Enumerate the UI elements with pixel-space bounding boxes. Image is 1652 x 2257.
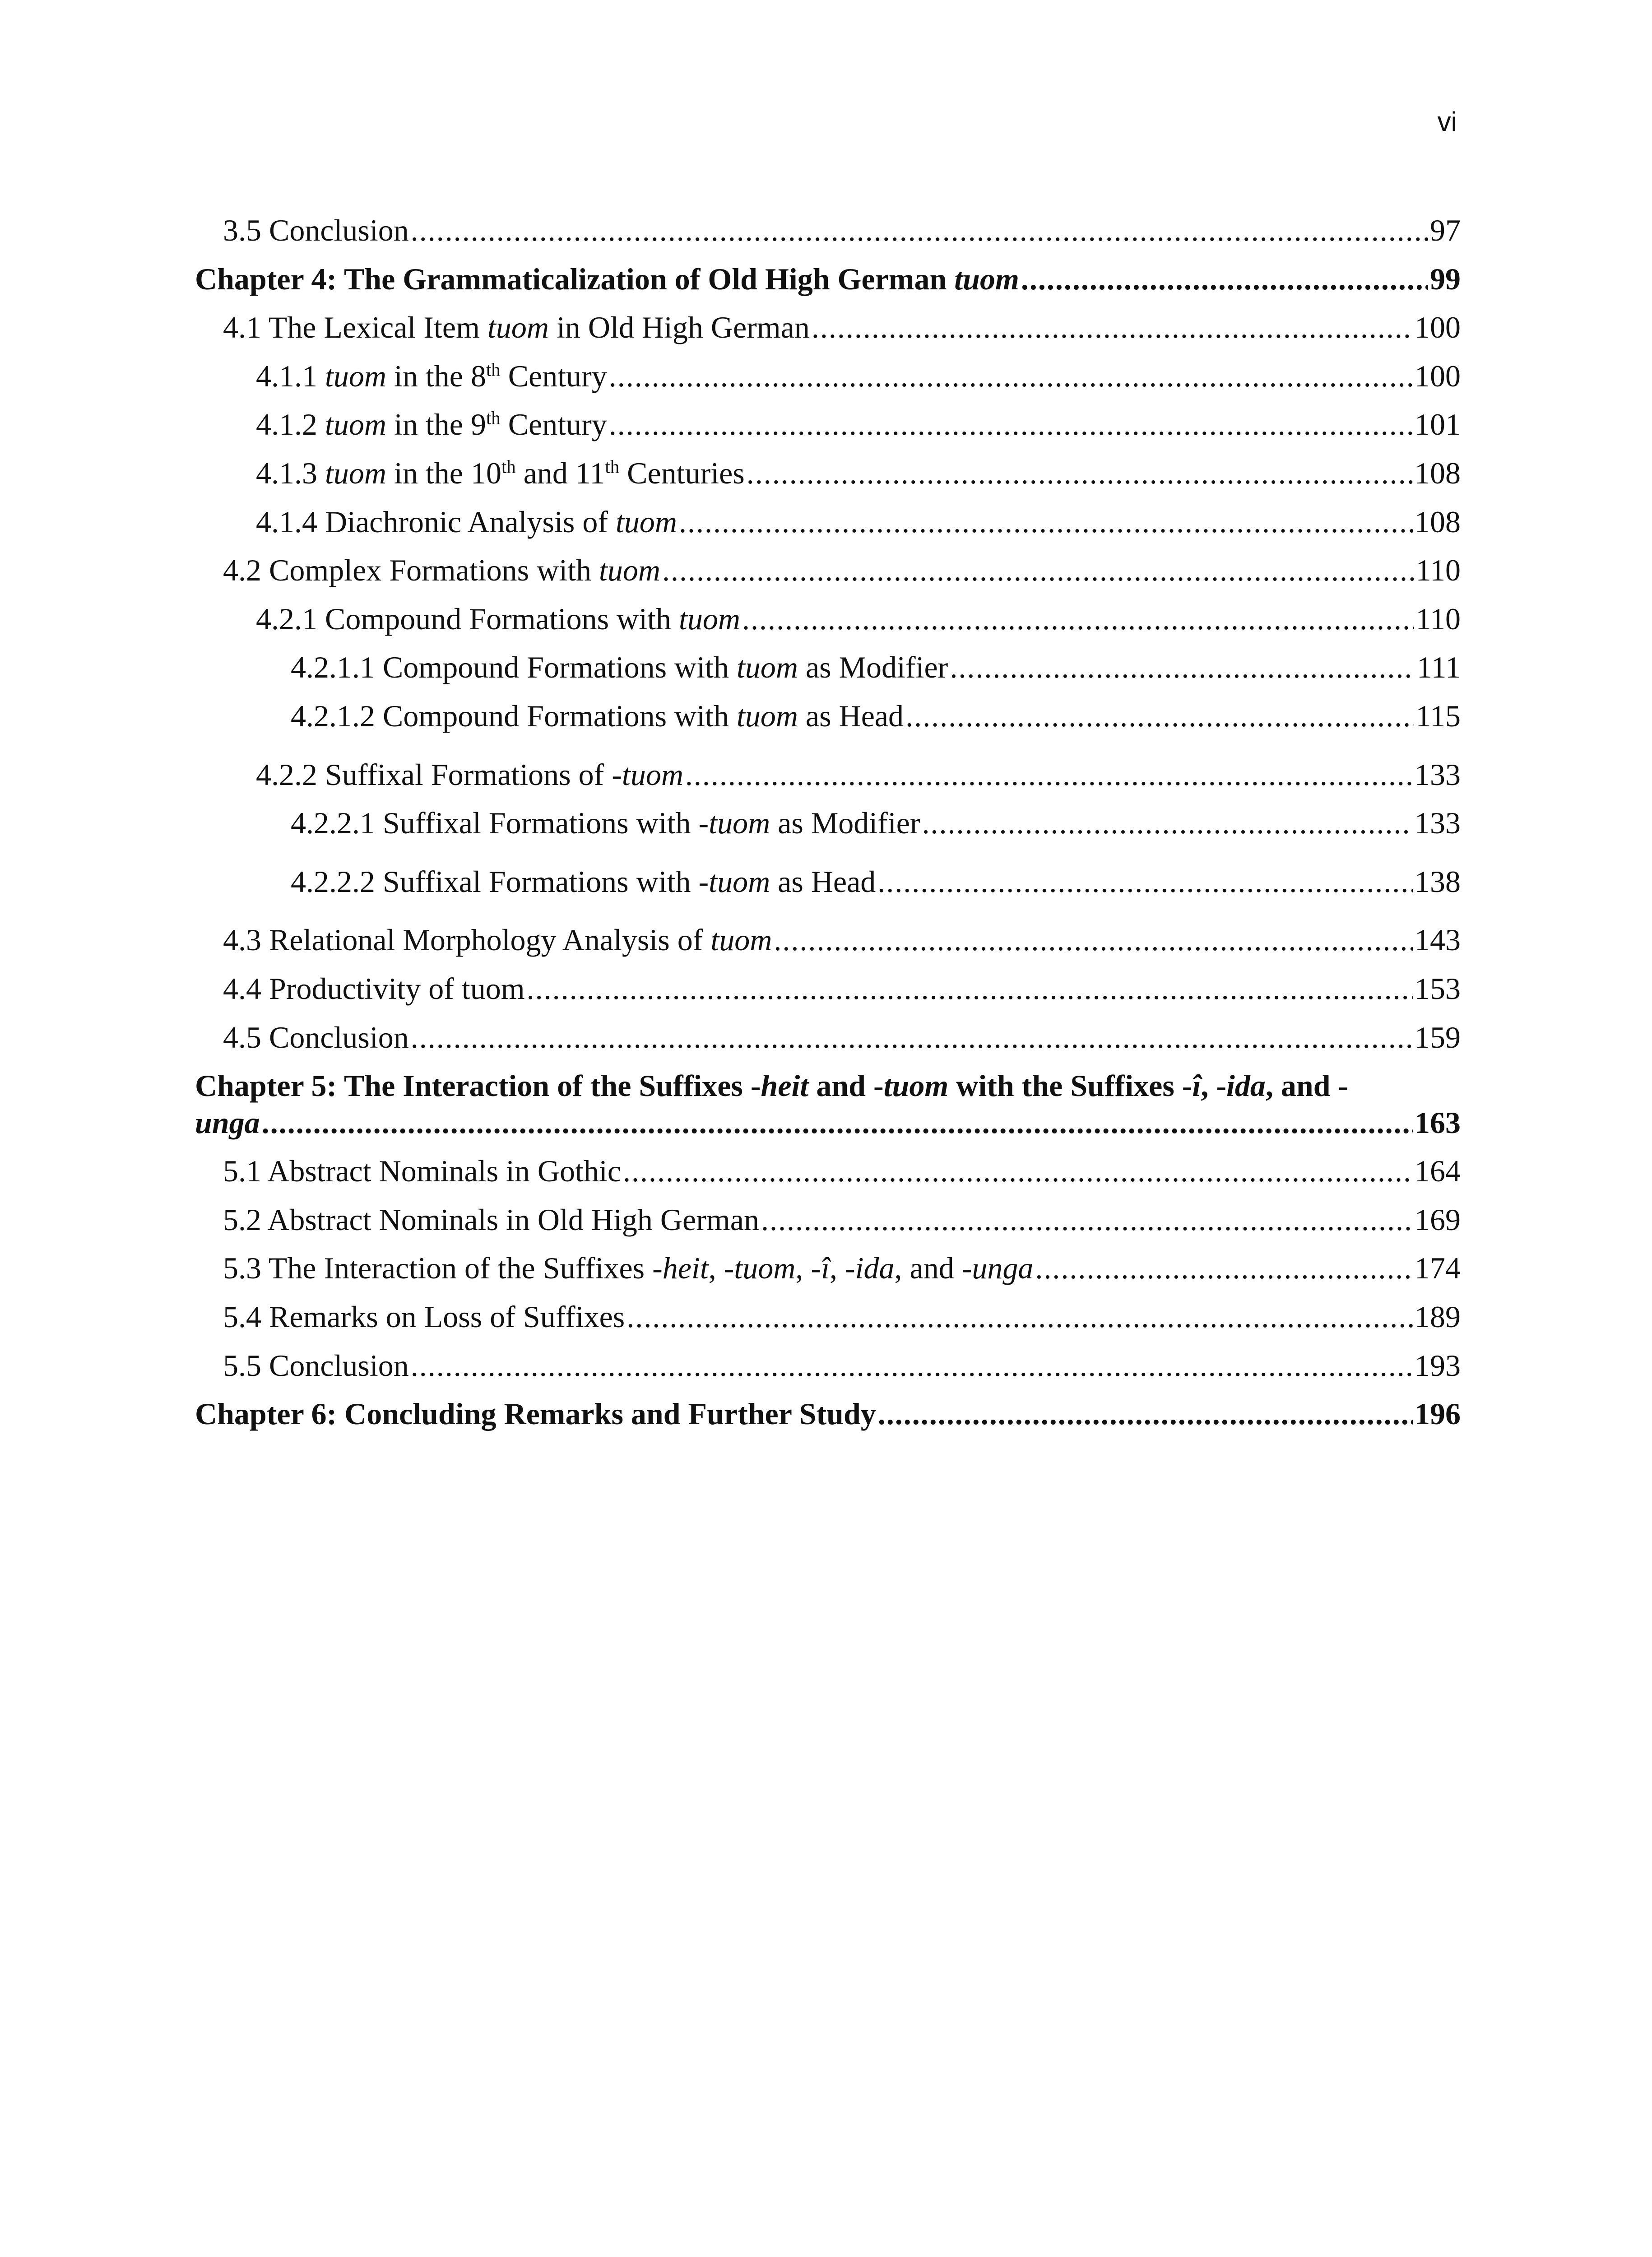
- dot-leader: [878, 1396, 1413, 1433]
- entry-text: 5.1 Abstract Nominals in Gothic: [223, 1154, 622, 1189]
- entry-text: 4.5 Conclusion: [223, 1020, 409, 1054]
- toc-page-number: 193: [1415, 1348, 1461, 1383]
- toc-entry[interactable]: [195, 455, 1461, 492]
- toc-entry-title: [223, 1153, 621, 1190]
- toc-entry[interactable]: [195, 358, 1461, 395]
- toc-entry[interactable]: [195, 504, 1461, 541]
- entry-text: in the 10: [386, 455, 501, 490]
- entry-text: 4.1.2: [256, 407, 325, 442]
- toc-entry[interactable]: [195, 601, 1461, 638]
- italic-term: tuom: [954, 261, 1019, 296]
- toc-entry-title: [256, 406, 607, 443]
- entry-text: 5.2 Abstract Nominals in Old High German: [223, 1202, 759, 1237]
- superscript: th: [605, 456, 620, 477]
- toc-entry[interactable]: [195, 309, 1461, 346]
- italic-term: tuom: [325, 358, 386, 393]
- entry-text: 5.3 The Interaction of the Suffixes -: [223, 1251, 663, 1286]
- toc-page-number: 143: [1415, 923, 1461, 957]
- entry-text: 4.1.3: [256, 455, 325, 490]
- entry-text: , and -: [1265, 1068, 1349, 1103]
- entry-text: 4.2.1.1 Compound Formations with: [291, 650, 737, 685]
- dot-leader: [527, 971, 1413, 1008]
- toc-page-number: 115: [1415, 698, 1461, 733]
- toc-entry-title: [256, 358, 607, 395]
- dot-leader: [685, 757, 1413, 794]
- entry-text: , and -: [894, 1251, 972, 1286]
- toc-entry[interactable]: [195, 1396, 1461, 1433]
- toc-page-number: 163: [1415, 1105, 1461, 1140]
- italic-term: heit: [761, 1068, 809, 1103]
- italic-term: tuom: [487, 310, 549, 345]
- toc-page-number: 99: [1430, 261, 1461, 296]
- entry-text: Century: [500, 358, 607, 393]
- toc-page-number: 159: [1415, 1020, 1461, 1054]
- toc-entry-title: [223, 922, 772, 959]
- toc-entry-title: [223, 1347, 409, 1384]
- toc-entry-title: [291, 649, 948, 686]
- italic-term: tuom: [736, 650, 798, 685]
- italic-term: tuom: [734, 1251, 796, 1286]
- dot-leader: [411, 1019, 1413, 1056]
- italic-term: tuom: [599, 553, 660, 588]
- toc-entry[interactable]: [195, 406, 1461, 443]
- dot-leader: [877, 864, 1413, 901]
- entry-text: as Modifier: [798, 650, 948, 685]
- italic-term: heit: [662, 1251, 709, 1286]
- toc-entry[interactable]: [195, 212, 1461, 249]
- toc-entry-title: [195, 1396, 876, 1433]
- toc-page-number: 174: [1415, 1251, 1461, 1286]
- toc-entry-title: [256, 504, 677, 541]
- toc-entry-title: [256, 601, 740, 638]
- italic-term: tuom: [883, 1068, 949, 1103]
- toc-page-number: 196: [1415, 1397, 1461, 1431]
- entry-text: Chapter 5: The Interaction of the Suffixes -: [195, 1068, 761, 1103]
- dot-leader: [411, 212, 1428, 249]
- entry-text: 4.2.1 Compound Formations with: [256, 601, 679, 636]
- dot-leader: [609, 406, 1413, 443]
- toc-entry[interactable]: [195, 1299, 1461, 1336]
- dot-leader: [950, 649, 1415, 686]
- toc-entry-title: [223, 212, 409, 249]
- toc-entry[interactable]: [195, 261, 1461, 298]
- toc-entry-title: [195, 1068, 1348, 1105]
- dot-leader: [609, 358, 1413, 395]
- entry-text: 4.2.2.2 Suffixal Formations with -: [291, 864, 709, 899]
- entry-text: , -: [1201, 1068, 1226, 1103]
- italic-term: î: [1192, 1068, 1201, 1103]
- entry-text: as Modifier: [770, 806, 920, 841]
- entry-text: as Head: [770, 864, 876, 899]
- toc-entry-title: [223, 971, 525, 1008]
- toc-entry-title: [195, 1105, 260, 1142]
- toc-entry[interactable]: [195, 757, 1461, 794]
- dot-leader: [262, 1105, 1413, 1142]
- entry-text: 5.4 Remarks on Loss of Suffixes: [223, 1300, 625, 1334]
- dot-leader: [623, 1153, 1413, 1190]
- toc-page-number: 133: [1415, 757, 1461, 792]
- dot-leader: [747, 455, 1413, 492]
- dot-leader: [626, 1299, 1413, 1336]
- dot-leader: [662, 552, 1414, 589]
- toc-page-number: 189: [1415, 1300, 1461, 1334]
- toc-entry-continuation[interactable]: [195, 1105, 1461, 1142]
- toc-page-number: 101: [1415, 407, 1461, 442]
- toc-entry-title: [291, 864, 876, 901]
- entry-text: 4.2.2.1 Suffixal Formations with -: [291, 806, 709, 841]
- toc-page-number: 169: [1415, 1202, 1461, 1237]
- toc-entry-title: [223, 1019, 409, 1056]
- toc-entry[interactable]: [195, 649, 1461, 686]
- italic-term: tuom: [736, 698, 798, 733]
- dot-leader: [742, 601, 1414, 638]
- dot-leader: [922, 805, 1413, 842]
- dot-leader: [761, 1202, 1413, 1239]
- toc-entry[interactable]: [195, 552, 1461, 589]
- toc-entry-title: [195, 261, 1019, 298]
- entry-text: in Old High German: [548, 310, 810, 345]
- entry-text: 4.2 Complex Formations with: [223, 553, 599, 588]
- toc-page-number: 110: [1415, 553, 1461, 588]
- italic-term: tuom: [678, 601, 740, 636]
- toc-entry-title: [291, 805, 920, 842]
- entry-text: and 11: [515, 455, 605, 490]
- toc-page-number: 133: [1415, 806, 1461, 841]
- dot-leader: [812, 309, 1413, 346]
- toc-entry-title: [291, 698, 904, 735]
- toc-entry[interactable]: [195, 971, 1461, 1008]
- entry-text: 4.4 Productivity of tuom: [223, 971, 525, 1006]
- toc-page-number: 108: [1415, 504, 1461, 539]
- toc-page-number: 111: [1417, 650, 1461, 685]
- toc-page-number: 97: [1430, 213, 1461, 247]
- toc-entry-title: [223, 552, 660, 589]
- italic-term: tuom: [622, 757, 683, 792]
- italic-term: tuom: [710, 923, 772, 957]
- toc-entry-title: [223, 1299, 625, 1336]
- superscript: th: [486, 408, 501, 428]
- toc-entry[interactable]: [195, 1347, 1461, 1384]
- italic-term: tuom: [709, 864, 770, 899]
- entry-text: with the Suffixes -: [948, 1068, 1193, 1103]
- toc-entry[interactable]: [195, 1250, 1461, 1287]
- toc-entry-title: [223, 1202, 759, 1239]
- entry-text: as Head: [798, 698, 904, 733]
- italic-term: tuom: [325, 455, 386, 490]
- entry-text: 4.2.2 Suffixal Formations of -: [256, 757, 622, 792]
- toc-page-number: 110: [1415, 601, 1461, 636]
- entry-text: Chapter 6: Concluding Remarks and Further Study: [195, 1397, 876, 1431]
- entry-text: , -: [708, 1251, 734, 1286]
- italic-term: tuom: [709, 806, 770, 841]
- dot-leader: [905, 698, 1414, 735]
- entry-text: 4.1.1: [256, 358, 325, 393]
- dot-leader: [679, 504, 1413, 541]
- entry-text: Chapter 4: The Grammaticalization of Old High German: [195, 261, 955, 296]
- dot-leader: [411, 1347, 1413, 1384]
- dot-leader: [774, 922, 1413, 959]
- entry-text: 5.5 Conclusion: [223, 1348, 409, 1383]
- entry-text: in the 9: [386, 407, 486, 442]
- italic-term: ida: [1226, 1068, 1266, 1103]
- toc-page-number: 164: [1415, 1154, 1461, 1189]
- toc-page-number: 100: [1415, 310, 1461, 345]
- table-of-contents: [195, 212, 1461, 1433]
- toc-page-number: 108: [1415, 455, 1461, 490]
- italic-term: unga: [972, 1251, 1034, 1286]
- toc-entry[interactable]: [195, 805, 1461, 842]
- toc-page-number: 138: [1415, 864, 1461, 899]
- toc-entry-title: [223, 1250, 1033, 1287]
- entry-text: Centuries: [619, 455, 745, 490]
- toc-entry[interactable]: [195, 922, 1461, 959]
- toc-entry[interactable]: [195, 1019, 1461, 1056]
- superscript: th: [486, 359, 501, 380]
- entry-text: and -: [808, 1068, 884, 1103]
- italic-term: tuom: [615, 504, 677, 539]
- entry-text: , -: [829, 1251, 855, 1286]
- dot-leader: [1035, 1250, 1413, 1287]
- italic-term: î: [821, 1251, 830, 1286]
- toc-entry[interactable]: [195, 1202, 1461, 1239]
- italic-term: tuom: [325, 407, 386, 442]
- superscript: th: [501, 456, 516, 477]
- entry-text: 4.3 Relational Morphology Analysis of: [223, 923, 711, 957]
- toc-page-number: 100: [1415, 358, 1461, 393]
- toc-entry-title: [256, 757, 683, 794]
- toc-entry[interactable]: [195, 864, 1461, 901]
- italic-term: unga: [195, 1105, 260, 1140]
- entry-text: Century: [500, 407, 607, 442]
- entry-text: 4.1.4 Diachronic Analysis of: [256, 504, 616, 539]
- toc-entry-title: [256, 455, 745, 492]
- entry-text: , -: [795, 1251, 821, 1286]
- entry-text: in the 8: [386, 358, 486, 393]
- toc-entry[interactable]: [195, 698, 1461, 735]
- dot-leader: [1021, 261, 1428, 298]
- entry-text: 4.2.1.2 Compound Formations with: [291, 698, 737, 733]
- italic-term: ida: [855, 1251, 895, 1286]
- toc-page-number: 153: [1415, 971, 1461, 1006]
- toc-entry-title: [223, 309, 810, 346]
- entry-text: 3.5 Conclusion: [223, 213, 409, 247]
- toc-entry[interactable]: [195, 1153, 1461, 1190]
- entry-text: 4.1 The Lexical Item: [223, 310, 487, 345]
- toc-entry[interactable]: [195, 1068, 1461, 1105]
- page-number: vi: [1437, 107, 1457, 137]
